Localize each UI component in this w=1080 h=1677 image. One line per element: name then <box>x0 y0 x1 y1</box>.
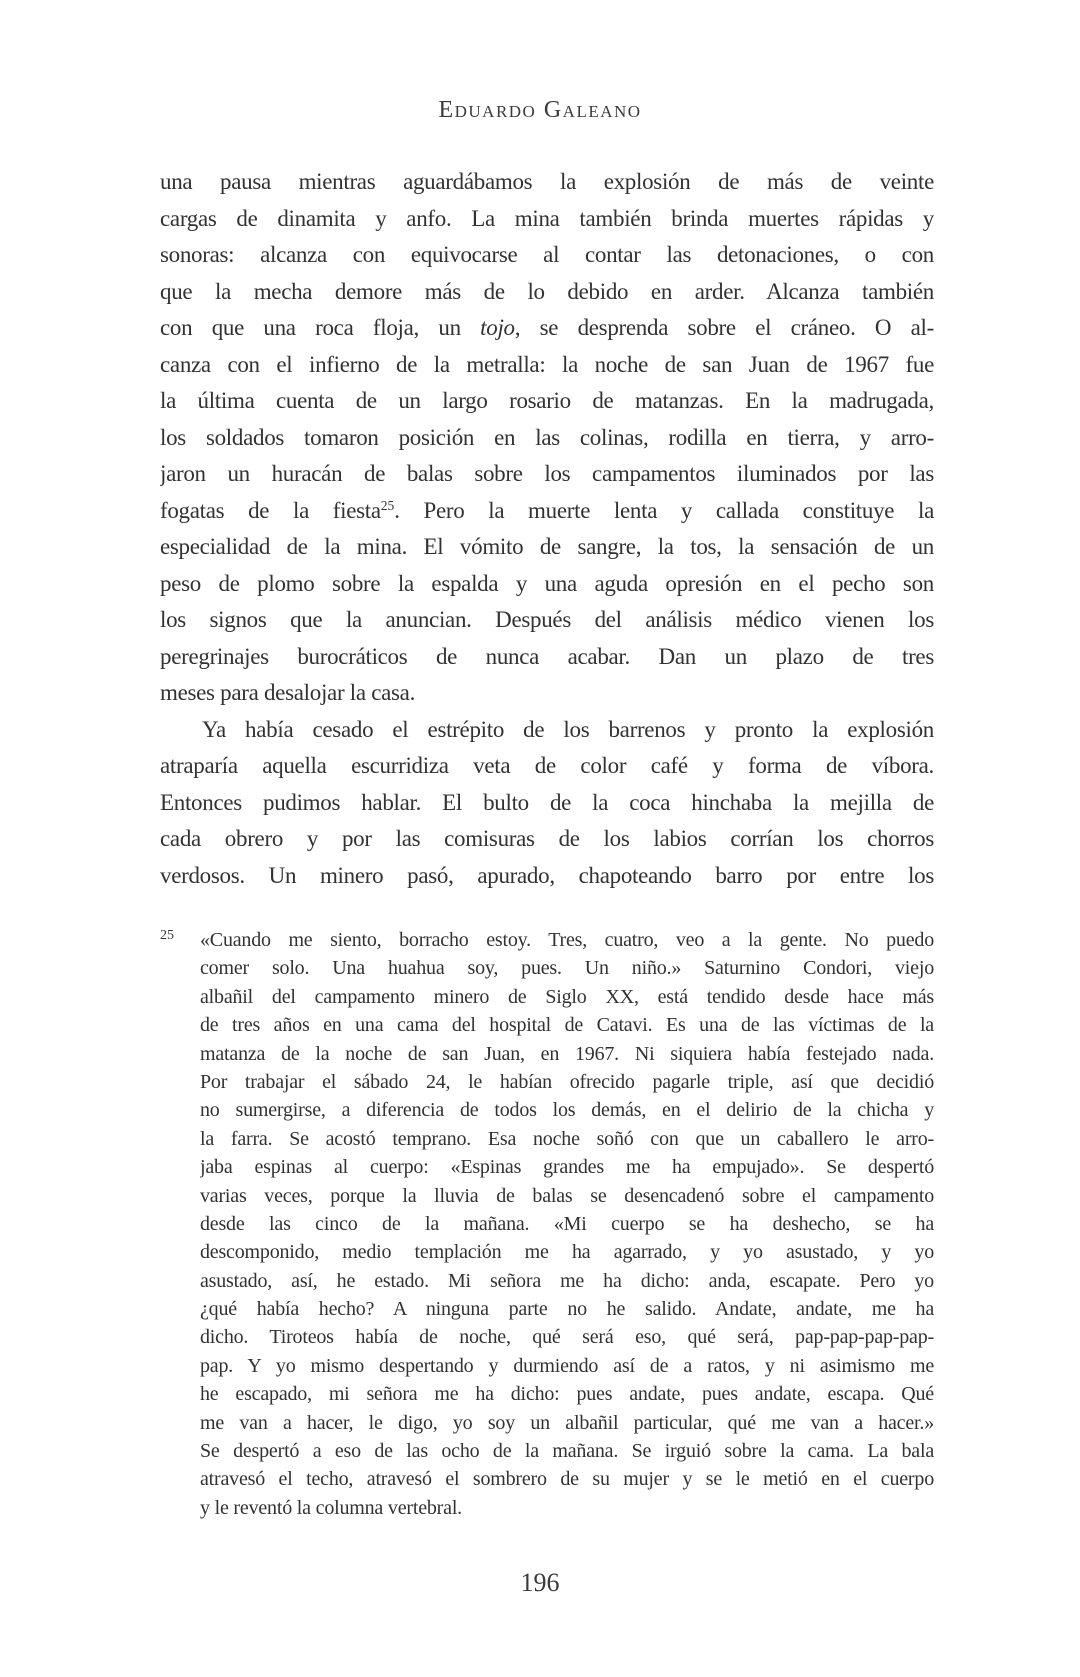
text-line: especialidad de la mina. El vómito de sangre, la tos, la sensación de un <box>160 534 934 559</box>
body-text <box>160 164 934 894</box>
footnote-line: descomponido, medio templación me ha agarrado, y yo asustado, y yo <box>200 1241 934 1264</box>
footnote-line: asustado, así, he estado. Mi señora me ha dicho: anda, escapate. Pero yo <box>200 1269 934 1292</box>
text-line: cargas de dinamita y anfo. La mina también brinda muertes rápidas y <box>160 205 934 231</box>
footnote-line: comer solo. Una huahua soy, pues. Un niño.» Saturnino Condori, viejo <box>200 957 934 980</box>
footnote-marker: 25 <box>160 928 174 943</box>
text-line: la última cuenta de un largo rosario de matanzas. En la madrugada, <box>160 388 934 413</box>
text-line: sonoras: alcanza con equivocarse al contar las detonaciones, o con <box>160 242 934 267</box>
text-line: peregrinajes burocráticos de nunca acabar. Dan un plazo de tres <box>160 643 934 669</box>
text-line: canza con el infierno de la metralla: la noche de san Juan de 1967 fue <box>160 351 934 377</box>
footnote-line: Se despertó a eso de las ocho de la mañana. Se irguió sobre la cama. La bala <box>200 1440 934 1463</box>
footnote-line: no sumergirse, a diferencia de todos los demás, en el delirio de la chicha y <box>200 1099 934 1122</box>
text-line: verdosos. Un minero pasó, apurado, chapoteando barro por entre los <box>160 862 934 888</box>
text-line: una pausa mientras aguardábamos la explosión de más de veinte <box>160 169 934 194</box>
footnote-text <box>200 926 934 1522</box>
text-segment: . Pero la muerte lenta y callada constituye la <box>394 497 934 523</box>
footnote-line: dicho. Tiroteos había de noche, qué será eso, qué será, pap-pap-pap-pap- <box>200 1326 934 1349</box>
footnote-line: de tres años en una cama del hospital de Catavi. Es una de las víctimas de la <box>200 1014 934 1037</box>
footnote-line: Por trabajar el sábado 24, le habían ofrecido pagarle triple, así que decidió <box>200 1070 934 1093</box>
text-line: los signos que la anuncian. Después del análisis médico vienen los <box>160 607 934 632</box>
paragraph-1 <box>160 164 934 712</box>
paragraph-2 <box>160 712 934 895</box>
footnote-line: varias veces, porque la lluvia de balas se desencadenó sobre el campamento <box>200 1184 934 1207</box>
footnote-reference-superscript: 25 <box>380 497 395 513</box>
text-line: Ya había cesado el estrépito de los barrenos y pronto la explosión <box>202 716 934 742</box>
text-segment: con que una roca floja, un <box>160 315 481 340</box>
footnote-line: la farra. Se acostó temprano. Esa noche soñó con que un caballero le arro- <box>200 1127 934 1150</box>
footnote-line: me van a hacer, le digo, yo soy un albañil particular, qué me van a hacer.» <box>200 1411 934 1434</box>
text-line: los soldados tomaron posición en las colinas, rodilla en tierra, y arro- <box>160 424 934 450</box>
text-line <box>160 310 934 347</box>
italic-term: tojo <box>480 315 515 340</box>
footnote-line: he escapado, mi señora me ha dicho: pues andate, pues andate, escapa. Qué <box>200 1383 934 1406</box>
text-segment: fogatas de la fiesta <box>160 497 381 523</box>
text-line: meses para desalojar la casa. <box>160 680 416 705</box>
text-line <box>160 493 934 530</box>
page-number: 196 <box>520 1568 560 1598</box>
footnote-line: y le reventó la columna vertebral. <box>200 1496 462 1519</box>
footnote-25 <box>160 926 934 1522</box>
text-line: peso de plomo sobre la espalda y una aguda opresión en el pecho son <box>160 570 934 596</box>
text-line: atraparía aquella escurridiza veta de color café y forma de víbora. <box>160 753 934 778</box>
text-line: cada obrero y por las comisuras de los labios corrían los chorros <box>160 826 934 851</box>
footnote-line: desde las cinco de la mañana. «Mi cuerpo se ha deshecho, se ha <box>200 1212 934 1235</box>
footnote-line: albañil del campamento minero de Siglo XX, está tendido desde hace más <box>200 985 934 1008</box>
running-header-author: Eduardo Galeano <box>438 97 642 123</box>
footnote-line: atravesó el techo, atravesó el sombrero de su mujer y se le metió en el cuerpo <box>200 1468 934 1491</box>
footnote-line: ¿qué había hecho? A ninguna parte no he salido. Andate, andate, me ha <box>200 1298 934 1321</box>
text-line: Entonces pudimos hablar. El bulto de la coca hinchaba la mejilla de <box>160 789 934 815</box>
footnote-line: jaba espinas al cuerpo: «Espinas grandes me ha empujado». Se despertó <box>200 1156 934 1179</box>
footnote-line: matanza de la noche de san Juan, en 1967. Ni siquiera había festejado nada. <box>200 1042 934 1065</box>
footnote-line: pap. Y yo mismo despertando y durmiendo así de a ratos, y ni asimismo me <box>200 1354 934 1377</box>
footnote-line: «Cuando me siento, borracho estoy. Tres, cuatro, veo a la gente. No puedo <box>200 929 934 951</box>
text-segment: , se desprenda sobre el cráneo. O al- <box>514 315 934 340</box>
text-line: que la mecha demore más de lo debido en arder. Alcanza también <box>160 278 934 304</box>
text-line: jaron un huracán de balas sobre los campamentos iluminados por las <box>160 461 934 486</box>
